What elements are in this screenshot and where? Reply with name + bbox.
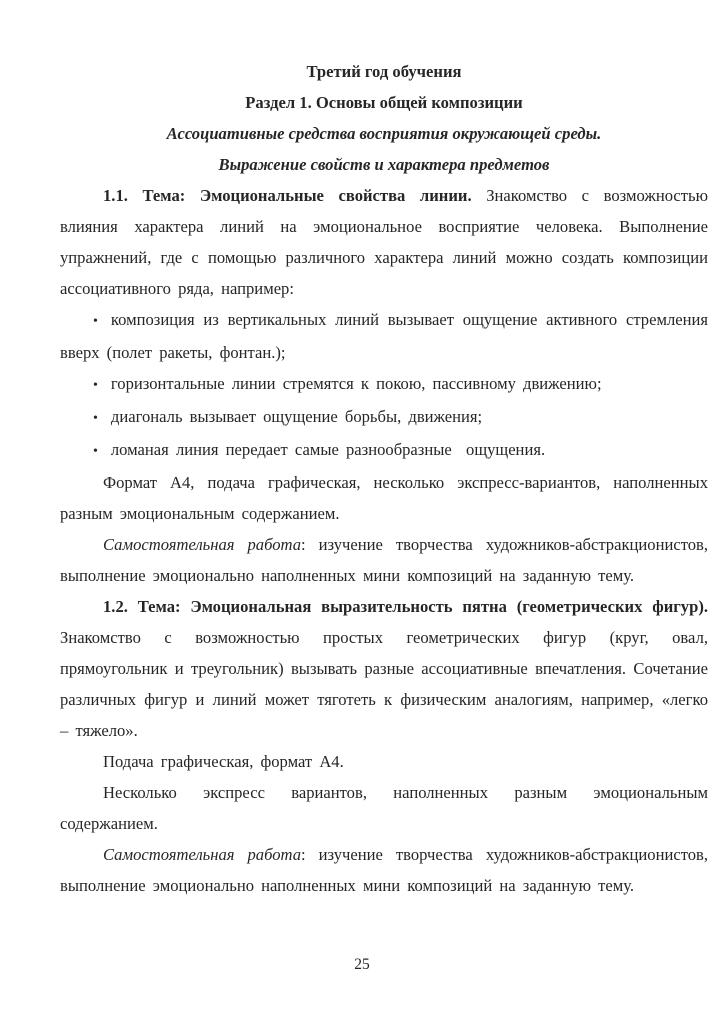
paragraph-neskolko-variantov: Несколько экспресс вариантов, наполненных разным эмоциональным содержанием.: [60, 783, 708, 833]
topic-1-2-lead: 1.2. Тема: Эмоциональная выразительность пятна (геометрических фигур).: [103, 597, 708, 616]
paragraph-self-work-1: [60, 529, 708, 591]
paragraph-format-a4: Формат А4, подача графическая, несколько экспресс-вариантов, наполненных разным эмоциональным содержанием.: [60, 473, 708, 523]
bullet-item-vertical-lines: [60, 304, 708, 368]
self-work-1-lead: Самостоятельная работа: [103, 535, 302, 554]
topic-1-1-body: Знакомство с возможностью влияния характера линий на эмоциональное восприятие человека. Выполнение упражнений, где с помощью различного характера линий можно создать композиции ассоциативного ряда, например:: [60, 186, 708, 298]
bullet-icon: •: [93, 378, 98, 393]
bullet-text: горизонтальные линии стремятся к покою, пассивному движению;: [110, 374, 602, 393]
bullet-item-broken-line: [60, 434, 708, 467]
self-work-2-lead: Самостоятельная работа: [103, 845, 302, 864]
bullet-icon: •: [93, 314, 98, 329]
bullet-text: композиция из вертикальных линий вызывает ощущение активного стремления вверх (полет ракеты, фонтан.);: [60, 310, 708, 362]
bullet-text: диагональ вызывает ощущение борьбы, движения;: [110, 407, 483, 426]
heading-subtitle-2: Выражение свойств и характера предметов: [218, 155, 550, 174]
page-number: 25: [354, 956, 370, 973]
paragraph-podacha: Подача графическая, формат А4.: [103, 752, 344, 771]
heading-year: Третий год обучения: [306, 62, 462, 81]
bullet-icon: •: [93, 444, 98, 459]
self-work-1-rest: : изучение творчества художников-абстракционистов, выполнение эмоционально наполненных мини композиций на заданную тему.: [60, 535, 709, 585]
heading-subtitle-1: Ассоциативные средства восприятия окружающей среды.: [166, 124, 602, 143]
bullet-item-horizontal-lines: [60, 368, 708, 401]
heading-section: Раздел 1. Основы общей композиции: [245, 93, 523, 112]
paragraph-topic-1-2: [60, 591, 708, 746]
topic-1-1-lead: 1.1. Тема: Эмоциональные свойства линии.: [103, 186, 472, 205]
bullet-text: ломаная линия передает самые разнообразные ощущения.: [110, 440, 546, 459]
bullet-item-diagonal: [60, 401, 708, 434]
page-body: [60, 56, 708, 901]
bullet-icon: •: [93, 411, 98, 426]
topic-1-2-body: Знакомство с возможностью простых геометрических фигур (круг, овал, прямоугольник и треугольник) вызывать разные ассоциативные впечатления. Сочетание различных фигур и линий может тяготеть к физическим аналогиям, например, «легко – тяжело».: [60, 628, 708, 740]
paragraph-topic-1-1: [60, 180, 708, 304]
self-work-2-rest: : изучение творчества художников-абстракционистов, выполнение эмоционально наполненных мини композиций на заданную тему.: [60, 845, 709, 895]
paragraph-self-work-2: [60, 839, 708, 901]
